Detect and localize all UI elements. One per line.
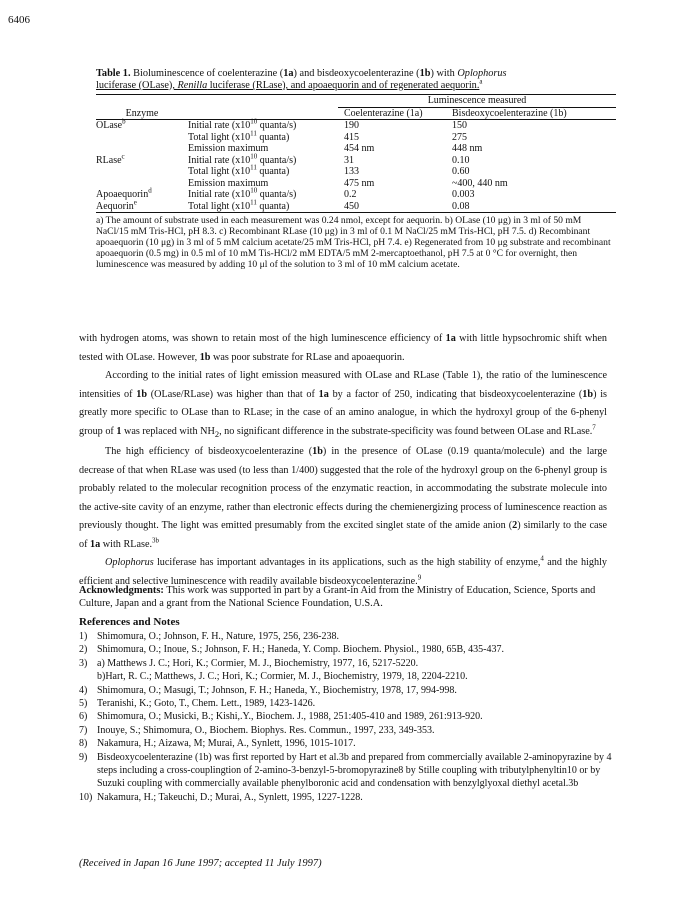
enzyme-cell: [96, 132, 188, 144]
value-coelenterazine: 0.2: [344, 189, 357, 200]
table-caption: Table 1. Bioluminescence of coelenterazine (1a) and bisdeoxycoelenterazine (1b) with Oplophorus luciferase (OLase), Renilla luciferase (RLase), and apoaequorin and of regenerated aequorin.$^a$: [96, 68, 507, 91]
reference-item: 9) Bisdeoxycoelenterazine (1b) was first reported by Hart et al.3b and prepared from commercially available 2-aminopyrazine by 4 steps including a cross-couplingtion of 2-amino-3-benzyl-5-bromopyrazine8 by Stille coupling with tributylphenyltin10 or by Suzuki coupling with commercially available phenylboronic acid and condensation with benzylglyoxal diethyl acetal.3b: [79, 751, 612, 790]
table-row: [96, 166, 616, 178]
table-row: [96, 155, 616, 167]
enzyme-cell: [96, 143, 188, 155]
enzyme-cell: [96, 166, 188, 178]
parameter-cell: Total light ($x10^{11}$ quanta): [188, 198, 290, 212]
enzyme-cell: Apoaequorin$^d$: [96, 186, 152, 200]
parameter-cell: Initial rate ($x10^{10}$ quanta/s): [188, 186, 297, 200]
value-bisdeoxycoelenterazine: 275: [452, 131, 467, 143]
header-enzyme: Enzyme: [125, 107, 159, 119]
reference-item: 3) a) Matthews J. C.; Hori, K.; Cormier, M. J., Biochemistry, 1977, 16, 5217-5220.: [79, 657, 419, 669]
received-note: (Received in Japan 16 June 1997; accepted 11 July 1997): [79, 858, 322, 869]
reference-item: b)Hart, R. C.; Matthews, J. C.; Hori, K.; Cormier, M. J., Biochemistry, 1979, 18, 2204-2210.: [97, 671, 468, 683]
header-coelenterazine: Coelenterazine (1a): [344, 107, 423, 119]
value-coelenterazine: 190: [344, 120, 359, 131]
reference-item: 10) Nakamura, H.; Takeuchi, D.; Murai, A., Synlett, 1995, 1227-1228.: [79, 791, 363, 803]
value-bisdeoxycoelenterazine: 448 nm: [452, 143, 483, 154]
value-bisdeoxycoelenterazine: 150: [452, 120, 467, 131]
parameter-cell: Total light ($x10^{11}$ quanta): [188, 129, 290, 143]
table-label: Table 1.: [96, 68, 131, 79]
value-bisdeoxycoelenterazine: 0.003: [452, 189, 475, 200]
reference-item: 8) Nakamura, H.; Aizawa, M; Murai, A., Synlett, 1996, 1015-1017.: [79, 738, 356, 750]
reference-item: 4) Shimomura, O.; Masugi, T.; Johnson, F. H.; Haneda, Y., Biochemistry, 1978, 17, 994-998.: [79, 684, 457, 696]
paragraph: with hydrogen atoms, was shown to retain most of the high luminescence efficiency of 1a with little hypsochromic shift when tested with OLase. However, 1b was poor substrate for RLase and apoaequorin.: [79, 333, 607, 363]
paragraph: Oplophorus luciferase has important advantages in its applications, such as the high stability of enzyme,$^4$ and the highly efficient and selective luminescence with readily available bisdeoxycoelenterazine.$^9$: [79, 554, 607, 587]
page-number: 6406: [8, 14, 30, 26]
paragraph: According to the initial rates of light emission measured with OLase and RLase (Table 1), the ratio of the luminescence intensities of 1b (OLase/RLase) was higher than that of 1a by a factor of 250, indicating that bisdeoxycoelenterazine (1b) is greatly more specific to OLase than to RLase; in the case of an amino analogue, in which the hydroxyl group of the 6-phenyl group of 1 was replaced with $NH_2$, no significant difference in the substrate-specificity was found between OLase and RLase.$^7$: [79, 370, 607, 439]
value-bisdeoxycoelenterazine: 0.60: [452, 166, 470, 177]
enzyme-cell: OLase$^b$: [96, 117, 126, 131]
enzyme-cell: Aequorin$^e$: [96, 198, 137, 212]
table-row: [96, 201, 616, 213]
header-luminescence: Luminescence measured: [338, 95, 616, 108]
reference-item: 7) Inouye, S.; Shimomura, O., Biochem. Biophys. Res. Commun., 1997, 233, 349-353.: [79, 724, 435, 736]
parameter-cell: Emission maximum: [188, 143, 269, 154]
references-list: [79, 630, 619, 804]
table-footnotes: a) The amount of substrate used in each measurement was 0.24 nmol, except for aequorin. b) OLase (10 μg) in 3 ml of 50 mM NaCl/15 mM Tris-HCl, pH 8.3. c) Recombinant RLase (10 μg) in 3 ml of 0.1 M NaCl/25 mM Tris-HCl, pH 7.5. d) Recombinant apoaequorin (10 μg) in 3 ml of 5 mM calcium acetate/25 mM Tris-HCl, pH 7.4. e) Regenerated from 10 μg substrate and recombinant apoaequorin (0.5 mg) in 0.5 ml of 10 mM Tis-HCl/2 mM EDTA/5 mM 2-mercaptoethanol, pH 7.5 at 0 °C for overnight, then luminescence was measured by adding 10 μl of the solution to 3 ml of 10 mM calcium acetate.: [96, 215, 611, 270]
references-title: References and Notes: [79, 616, 180, 628]
parameter-cell: Emission maximum: [188, 177, 269, 189]
table-row: [96, 189, 616, 201]
table-row: [96, 132, 616, 144]
value-bisdeoxycoelenterazine: 0.10: [452, 154, 470, 166]
reference-item: 1) Shimomura, O.; Johnson, F. H., Nature, 1975, 256, 236-238.: [79, 631, 339, 642]
value-bisdeoxycoelenterazine: ~400, 440 nm: [452, 177, 508, 189]
parameter-cell: Total light ($x10^{11}$ quanta): [188, 163, 290, 177]
parameter-cell: Initial rate ($x10^{10}$ quanta/s): [188, 152, 297, 166]
value-coelenterazine: 450: [344, 200, 359, 212]
data-table: [96, 94, 616, 213]
value-coelenterazine: 415: [344, 131, 359, 143]
reference-item: 6) Shimomura, O.; Musicki, B.; Kishi,.Y., Biochem. J., 1988, 251:405-410 and 1989, 261:913-920.: [79, 711, 483, 723]
table-1: [96, 68, 616, 270]
table-row: [96, 178, 616, 190]
value-bisdeoxycoelenterazine: 0.08: [452, 200, 470, 212]
paragraph: The high efficiency of bisdeoxycoelenterazine (1b) in the presence of OLase (0.19 quanta/molecule) and the large decrease of that when RLase was used (to less than 1/400) suggested that the role of the hydroxyl group on the 6-phenyl group is probably related to the molecular recognition process of the enzymatic reaction, in accommodating the substrate molecule into the active-site cavity of an enzyme, rather than electronic effects during the chemienergizing process of luminescence reaction as previously thought. The light was emitted presumably from the excited singlet state of the amide anion (2) similarly to the case of 1a with RLase.$^{3b}$: [79, 446, 607, 550]
enzyme-cell: RLase$^c$: [96, 152, 125, 166]
acknowledgments: Acknowledgments: This work was supported in part by a Grant-in Aid from the Ministry of Education, Science, Sports and Culture, Japan and a grant from the National Science Foundation, U.S.A.: [79, 585, 596, 609]
parameter-cell: Initial rate ($x10^{10}$ quanta/s): [188, 117, 297, 131]
table-row: [96, 143, 616, 155]
value-coelenterazine: 454 nm: [344, 143, 375, 154]
reference-item: 5) Teranishi, K.; Goto, T., Chem. Lett., 1989, 1423-1426.: [79, 698, 316, 710]
body-text: [79, 330, 607, 591]
table-row: [96, 120, 616, 132]
value-coelenterazine: 31: [344, 154, 354, 166]
value-coelenterazine: 475 nm: [344, 177, 375, 189]
enzyme-cell: [96, 178, 188, 190]
value-coelenterazine: 133: [344, 166, 359, 177]
reference-item: 2) Shimomura, O.; Inoue, S.; Johnson, F. H.; Haneda, Y. Comp. Biochem. Physiol., 1980, 65B, 435-437.: [79, 644, 504, 656]
header-bisdeoxycoelenterazine: Bisdeoxycoelenterazine (1b): [452, 107, 567, 119]
